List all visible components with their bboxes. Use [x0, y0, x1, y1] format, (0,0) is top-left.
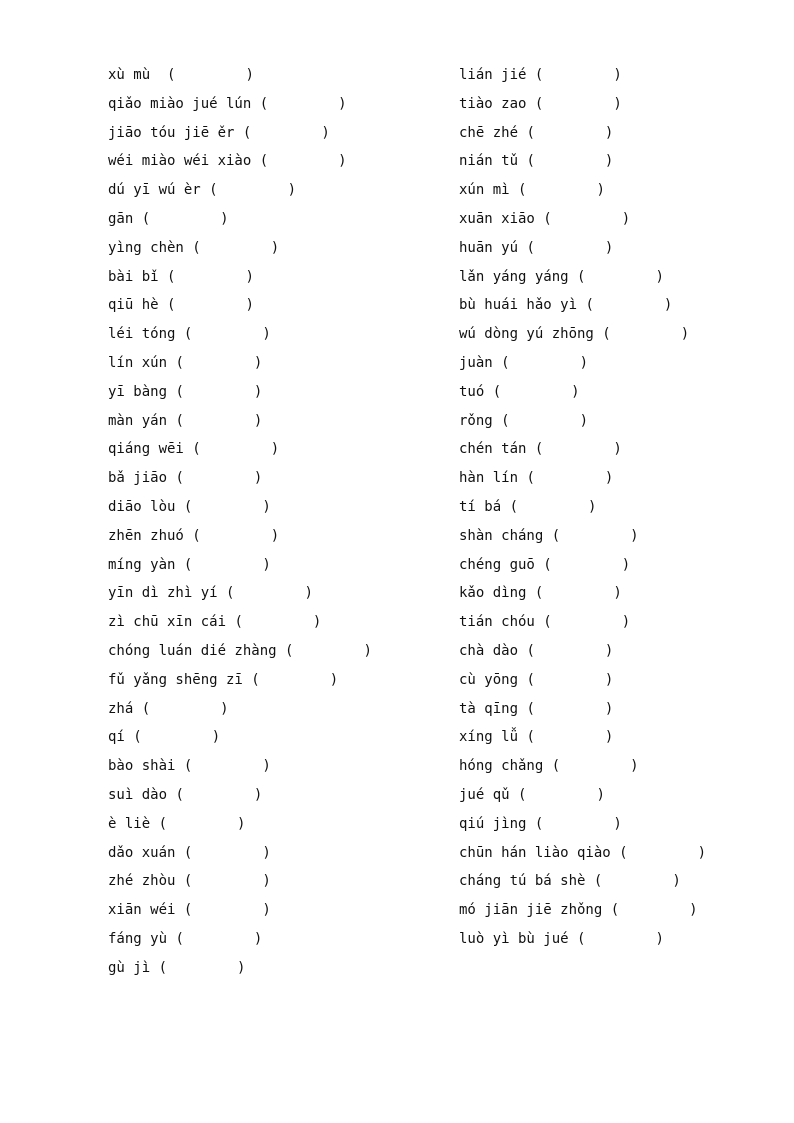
open-paren: (: [534, 815, 544, 832]
pinyin-text: xún mì: [459, 182, 510, 199]
pinyin-item: [459, 410, 706, 439]
open-paren: (: [526, 729, 535, 746]
pinyin-item: [108, 467, 372, 496]
pinyin-item: [459, 928, 706, 957]
pinyin-item: [108, 957, 372, 986]
pinyin-text: qiǎo miào jué lún: [108, 95, 252, 112]
open-paren: (: [167, 297, 176, 314]
open-paren: (: [526, 470, 535, 487]
close-paren: ): [571, 383, 580, 400]
open-paren: (: [602, 326, 611, 343]
close-paren: ): [613, 815, 622, 832]
pinyin-item: [108, 813, 372, 842]
open-paren: (: [518, 182, 527, 199]
pinyin-text: bù huái hǎo yì: [459, 297, 578, 314]
pinyin-text: yìng chèn: [108, 239, 184, 256]
open-paren: (: [619, 844, 628, 861]
pinyin-item: [108, 842, 372, 871]
pinyin-item: [108, 438, 372, 467]
close-paren: ): [604, 671, 614, 688]
open-paren: (: [526, 642, 535, 659]
pinyin-item: [108, 266, 372, 295]
open-paren: (: [183, 873, 193, 890]
pinyin-item: [459, 237, 706, 266]
close-paren: ): [253, 412, 263, 429]
pinyin-text: tuó: [459, 383, 485, 400]
open-paren: (: [585, 297, 594, 314]
pinyin-item: [108, 93, 372, 122]
pinyin-item: [459, 122, 706, 151]
close-paren: ): [613, 585, 622, 602]
pinyin-item: [459, 438, 706, 467]
open-paren: (: [158, 959, 168, 976]
pinyin-item: [108, 64, 372, 93]
pinyin-text: zì chū xīn cái: [108, 614, 227, 631]
close-paren: ): [655, 268, 664, 285]
pinyin-text: fáng yù: [108, 930, 168, 947]
close-paren: ): [604, 700, 614, 717]
open-paren: (: [543, 210, 552, 227]
pinyin-item: [108, 726, 372, 755]
close-paren: ): [613, 67, 622, 83]
pinyin-item: [459, 381, 706, 410]
close-paren: ): [596, 182, 605, 199]
close-paren: ): [579, 412, 589, 429]
pinyin-text: shàn cháng: [459, 527, 544, 544]
pinyin-text: xuān xiāo: [459, 210, 535, 227]
pinyin-item: [459, 496, 706, 525]
close-paren: ): [604, 470, 614, 487]
pinyin-text: è liè: [108, 815, 151, 832]
pinyin-text: rǒng: [459, 412, 493, 429]
open-paren: (: [209, 182, 218, 199]
pinyin-text: cù yōng: [459, 671, 519, 688]
pinyin-item: [108, 899, 372, 928]
pinyin-item: [108, 755, 372, 784]
pinyin-text: yīn dì zhì yí: [108, 585, 218, 602]
close-paren: ): [613, 441, 622, 458]
open-paren: (: [167, 67, 176, 83]
close-paren: ): [630, 527, 639, 544]
pinyin-item: [459, 294, 706, 323]
close-paren: ): [237, 959, 246, 976]
close-paren: ): [613, 95, 622, 112]
pinyin-item: [459, 640, 706, 669]
open-paren: (: [610, 902, 620, 919]
open-paren: (: [183, 326, 193, 343]
pinyin-item: [459, 525, 706, 554]
open-paren: (: [175, 786, 184, 803]
pinyin-text: tiào zao: [459, 95, 527, 112]
close-paren: ): [211, 729, 221, 746]
pinyin-item: [459, 784, 706, 813]
pinyin-text: luò yì bù jué: [459, 930, 569, 947]
pinyin-text: bǎ jiāo: [108, 470, 168, 487]
open-paren: (: [192, 239, 201, 256]
open-paren: (: [175, 470, 184, 487]
pinyin-text: mó jiān jiē zhǒng: [459, 902, 603, 919]
open-paren: (: [192, 441, 201, 458]
pinyin-item: [108, 582, 372, 611]
close-paren: ): [237, 815, 246, 832]
close-paren: ): [655, 930, 664, 947]
pinyin-text: suì dào: [108, 786, 168, 803]
open-paren: (: [492, 383, 502, 400]
open-paren: (: [509, 498, 519, 515]
pinyin-item: [459, 813, 706, 842]
open-paren: (: [534, 585, 544, 602]
open-paren: (: [534, 67, 544, 83]
pinyin-text: chà dào: [459, 642, 519, 659]
pinyin-text: qiú jìng: [459, 815, 527, 832]
pinyin-item: [459, 554, 706, 583]
close-paren: ): [672, 873, 681, 890]
open-paren: (: [526, 124, 535, 141]
pinyin-item: [459, 726, 706, 755]
pinyin-text: míng yàn: [108, 556, 176, 573]
close-paren: ): [630, 758, 639, 775]
open-paren: (: [259, 95, 269, 112]
close-paren: ): [621, 556, 631, 573]
open-paren: (: [242, 124, 252, 141]
close-paren: ): [287, 182, 297, 199]
open-paren: (: [167, 268, 176, 285]
pinyin-text: xíng lǚ: [459, 729, 519, 746]
open-paren: (: [551, 527, 561, 544]
open-paren: (: [577, 930, 586, 947]
open-paren: (: [501, 354, 510, 371]
close-paren: ): [262, 758, 271, 775]
pinyin-item: [108, 928, 372, 957]
pinyin-text: xù mù: [108, 67, 159, 83]
pinyin-text: bài bǐ: [108, 268, 159, 285]
pinyin-text: gù jì: [108, 959, 151, 976]
pinyin-item: [459, 93, 706, 122]
open-paren: (: [526, 700, 535, 717]
open-paren: (: [183, 902, 193, 919]
pinyin-item: [459, 179, 706, 208]
pinyin-text: chóng luán dié zhàng: [108, 642, 277, 659]
close-paren: ): [270, 239, 280, 256]
close-paren: ): [621, 614, 631, 631]
pinyin-item: [108, 698, 372, 727]
pinyin-text: jué qǔ: [459, 786, 510, 803]
pinyin-item: [108, 122, 372, 151]
pinyin-item: [459, 150, 706, 179]
open-paren: (: [543, 556, 552, 573]
close-paren: ): [604, 729, 614, 746]
open-paren: (: [285, 642, 294, 659]
pinyin-text: xiān wéi: [108, 902, 176, 919]
close-paren: ): [270, 527, 280, 544]
open-paren: (: [175, 412, 184, 429]
pinyin-text: lín xún: [108, 354, 168, 371]
pinyin-item: [108, 150, 372, 179]
close-paren: ): [588, 498, 597, 515]
pinyin-text: chūn hán liào qiào: [459, 844, 611, 861]
pinyin-text: bào shài: [108, 758, 176, 775]
pinyin-item: [459, 208, 706, 237]
pinyin-text: chén tán: [459, 441, 527, 458]
close-paren: ): [253, 930, 263, 947]
pinyin-text: tí bá: [459, 498, 502, 515]
pinyin-text: wéi miào wéi xiào: [108, 153, 252, 170]
open-paren: (: [175, 354, 184, 371]
pinyin-text: léi tóng: [108, 326, 176, 343]
pinyin-item: [459, 755, 706, 784]
close-paren: ): [220, 210, 229, 227]
close-paren: ): [245, 297, 254, 314]
pinyin-text: juàn: [459, 354, 493, 371]
pinyin-text: tà qīng: [459, 700, 519, 717]
close-paren: ): [253, 470, 263, 487]
open-paren: (: [133, 729, 142, 746]
pinyin-item: [459, 467, 706, 496]
open-paren: (: [141, 210, 151, 227]
close-paren: ): [363, 642, 372, 659]
pinyin-text: zhēn zhuó: [108, 527, 184, 544]
open-paren: (: [183, 556, 193, 573]
close-paren: ): [604, 153, 614, 170]
close-paren: ): [604, 642, 614, 659]
pinyin-item: [459, 842, 706, 871]
close-paren: ): [596, 786, 605, 803]
pinyin-item: [108, 525, 372, 554]
pinyin-item: [108, 208, 372, 237]
close-paren: ): [338, 95, 347, 112]
pinyin-text: chē zhé: [459, 124, 519, 141]
close-paren: ): [262, 326, 271, 343]
pinyin-text: dǎo xuán: [108, 844, 176, 861]
pinyin-item: [459, 611, 706, 640]
pinyin-item: [459, 669, 706, 698]
pinyin-item: [108, 294, 372, 323]
pinyin-text: qiū hè: [108, 297, 159, 314]
close-paren: ): [262, 844, 271, 861]
close-paren: ): [220, 700, 229, 717]
pinyin-item: [459, 323, 706, 352]
left-column: [108, 64, 372, 986]
close-paren: ): [663, 297, 673, 314]
open-paren: (: [534, 95, 544, 112]
pinyin-item: [459, 870, 706, 899]
open-paren: (: [141, 700, 151, 717]
pinyin-item: [108, 640, 372, 669]
pinyin-text: zhá: [108, 700, 134, 717]
pinyin-text: fǔ yǎng shēng zī: [108, 671, 243, 688]
pinyin-text: dú yī wú èr: [108, 182, 201, 199]
pinyin-item: [459, 266, 706, 295]
pinyin-text: jiāo tóu jiē ěr: [108, 124, 235, 141]
pinyin-item: [108, 381, 372, 410]
pinyin-item: [108, 237, 372, 266]
pinyin-text: diāo lòu: [108, 498, 176, 515]
close-paren: ): [579, 354, 589, 371]
pinyin-item: [108, 784, 372, 813]
pinyin-item: [108, 870, 372, 899]
pinyin-item: [459, 582, 706, 611]
close-paren: ): [321, 124, 330, 141]
pinyin-text: màn yán: [108, 412, 168, 429]
close-paren: ): [697, 844, 707, 861]
open-paren: (: [234, 614, 243, 631]
open-paren: (: [158, 815, 168, 832]
pinyin-item: [459, 698, 706, 727]
open-paren: (: [226, 585, 235, 602]
open-paren: (: [534, 441, 544, 458]
open-paren: (: [577, 268, 586, 285]
open-paren: (: [526, 239, 535, 256]
close-paren: ): [270, 441, 280, 458]
pinyin-text: hàn lín: [459, 470, 519, 487]
pinyin-item: [459, 64, 706, 93]
close-paren: ): [604, 239, 614, 256]
close-paren: ): [253, 383, 263, 400]
pinyin-text: lǎn yáng yáng: [459, 268, 569, 285]
open-paren: (: [183, 758, 193, 775]
pinyin-item: [459, 352, 706, 381]
pinyin-item: [108, 352, 372, 381]
pinyin-text: hóng chǎng: [459, 758, 544, 775]
open-paren: (: [593, 873, 603, 890]
pinyin-text: kǎo dìng: [459, 585, 527, 602]
pinyin-text: wú dòng yú zhōng: [459, 326, 594, 343]
pinyin-text: zhé zhòu: [108, 873, 176, 890]
close-paren: ): [621, 210, 631, 227]
pinyin-item: [108, 323, 372, 352]
pinyin-item: [108, 669, 372, 698]
pinyin-item: [108, 611, 372, 640]
close-paren: ): [680, 326, 690, 343]
pinyin-text: qí: [108, 729, 125, 746]
close-paren: ): [253, 354, 263, 371]
pinyin-text: tián chóu: [459, 614, 535, 631]
pinyin-text: gān: [108, 210, 134, 227]
close-paren: ): [304, 585, 313, 602]
close-paren: ): [312, 614, 322, 631]
pinyin-text: chéng guō: [459, 556, 535, 573]
pinyin-item: [108, 496, 372, 525]
close-paren: ): [245, 268, 254, 285]
pinyin-item: [108, 554, 372, 583]
close-paren: ): [338, 153, 347, 170]
open-paren: (: [251, 671, 260, 688]
pinyin-text: yī bàng: [108, 383, 168, 400]
pinyin-text: cháng tú bá shè: [459, 873, 586, 890]
open-paren: (: [183, 844, 193, 861]
open-paren: (: [526, 671, 535, 688]
open-paren: (: [259, 153, 269, 170]
close-paren: ): [262, 556, 271, 573]
pinyin-item: [108, 179, 372, 208]
open-paren: (: [175, 930, 184, 947]
open-paren: (: [501, 412, 510, 429]
close-paren: ): [245, 67, 254, 83]
close-paren: ): [262, 873, 271, 890]
close-paren: ): [604, 124, 614, 141]
open-paren: (: [526, 153, 535, 170]
open-paren: (: [175, 383, 184, 400]
pinyin-text: huān yú: [459, 239, 519, 256]
close-paren: ): [329, 671, 339, 688]
open-paren: (: [183, 498, 193, 515]
pinyin-text: nián tǔ: [459, 153, 519, 170]
open-paren: (: [551, 758, 561, 775]
pinyin-item: [108, 410, 372, 439]
close-paren: ): [262, 498, 271, 515]
right-column: [459, 64, 706, 957]
open-paren: (: [192, 527, 201, 544]
open-paren: (: [518, 786, 527, 803]
pinyin-text: lián jié: [459, 67, 527, 83]
close-paren: ): [262, 902, 271, 919]
close-paren: ): [253, 786, 263, 803]
close-paren: ): [689, 902, 698, 919]
pinyin-text: qiáng wēi: [108, 441, 184, 458]
pinyin-item: [459, 899, 706, 928]
open-paren: (: [543, 614, 552, 631]
